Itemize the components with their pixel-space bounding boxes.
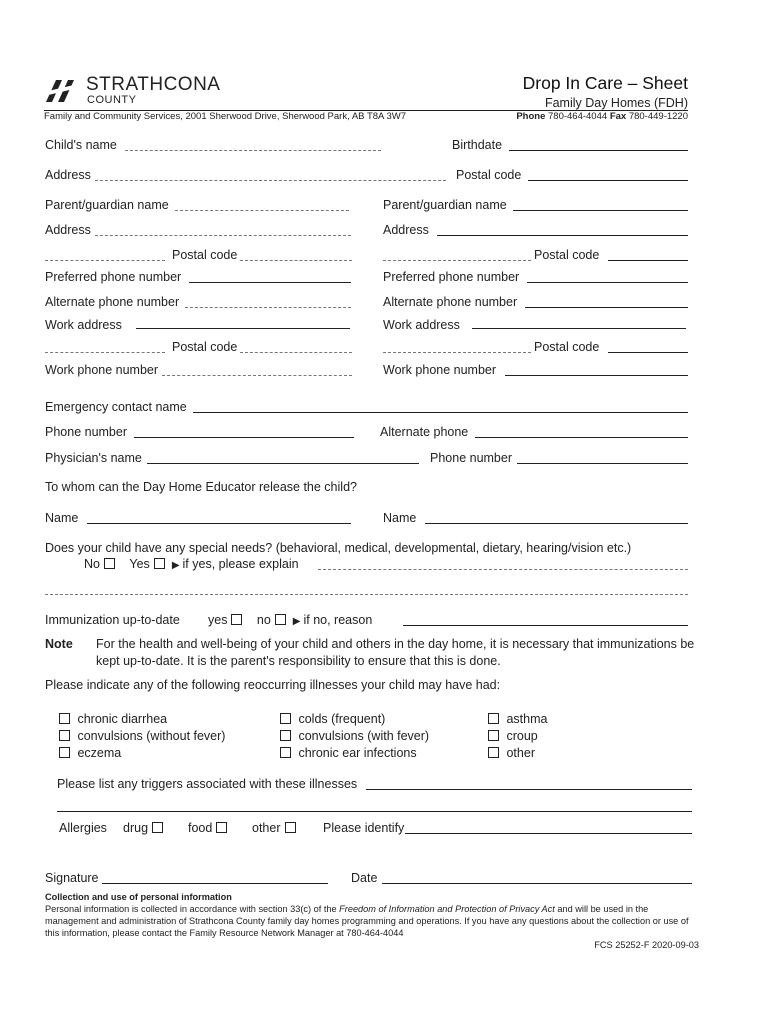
phone-number-field[interactable] (134, 437, 354, 438)
date-field[interactable] (382, 883, 692, 884)
parent1-address-field-2[interactable] (45, 260, 165, 261)
childs-name-label: Child's name (45, 138, 117, 152)
logo-sub: COUNTY (87, 94, 137, 106)
please-identify-field[interactable] (405, 833, 692, 834)
parent2-preferred-phone-field[interactable] (527, 282, 688, 283)
parent1-work-address-field[interactable] (136, 328, 350, 329)
illness-prompt: Please indicate any of the following reoccurring illnesses your child may have had: (45, 678, 501, 692)
immunization-no-checkbox[interactable] (275, 614, 286, 625)
address-field[interactable] (95, 180, 446, 181)
illness-checkbox[interactable] (488, 713, 499, 724)
note-label: Note (45, 637, 73, 651)
arrow-right-icon: ▶ (171, 560, 180, 571)
parent1-work-address-label: Work address (45, 318, 122, 332)
phone-number-label: Phone number (45, 425, 128, 439)
page-title: Drop In Care – Sheet (522, 73, 688, 93)
illness-checkbox[interactable] (280, 713, 291, 724)
illness-column-1 (55, 711, 225, 762)
special-needs-explain-field[interactable] (318, 569, 688, 570)
release-name-label-1: Name (45, 511, 79, 525)
postal-code-label: Postal code (456, 168, 522, 182)
parent2-work-postal-label: Postal code (534, 340, 600, 354)
immunization-reason-field[interactable] (403, 625, 688, 626)
illness-item[interactable]: chronic diarrhea (55, 711, 225, 728)
allergy-other-checkbox[interactable] (285, 822, 296, 833)
illness-item[interactable]: croup (484, 728, 547, 745)
parent1-address-field[interactable] (95, 235, 351, 236)
release-question: To whom can the Day Home Educator release the child? (45, 480, 357, 494)
triggers-field[interactable] (366, 789, 692, 790)
parent1-alternate-phone-field[interactable] (185, 307, 351, 308)
parent1-postal-label: Postal code (172, 248, 238, 262)
allergies-label: Allergies (59, 821, 107, 835)
allergy-food-checkbox[interactable] (216, 822, 227, 833)
illness-checkbox[interactable] (59, 713, 70, 724)
contact-phone-fax: Phone 780-464-4044 Fax 780-449-1220 (516, 111, 688, 122)
special-needs-explain-field-2[interactable] (45, 594, 688, 595)
allergy-food-option: food (188, 821, 231, 835)
physician-phone-label: Phone number (430, 451, 513, 465)
signature-field[interactable] (102, 883, 328, 884)
special-needs-question: Does your child have any special needs? (behavioral, medical, developmental, dietary, hearing/vision etc.) (45, 541, 632, 555)
illness-item[interactable]: convulsions (without fever) (55, 728, 225, 745)
form-code: FCS 25252-F 2020-09-03 (594, 940, 699, 950)
release-name-field-2[interactable] (425, 523, 688, 524)
parent1-name-label: Parent/guardian name (45, 198, 169, 212)
privacy-text: Personal information is collected in accordance with section 33(c) of the Freedom of Information and Protection of Privacy Act and will be used in the management and administration of Strathcona County family day homes programming and operations. If you have any questions about the collection or use of this information, please contact the Family Resource Network Manager at 780-464-4044 (45, 904, 689, 938)
parent2-work-postal-field[interactable] (608, 352, 688, 353)
illness-item[interactable]: eczema (55, 745, 225, 762)
strathcona-logo-icon (44, 76, 80, 104)
parent1-work-postal-label: Postal code (172, 340, 238, 354)
parent2-work-address-field-2[interactable] (383, 352, 531, 353)
parent1-preferred-phone-field[interactable] (189, 282, 351, 283)
triggers-prompt: Please list any triggers associated with these illnesses (57, 777, 358, 791)
parent2-postal-label: Postal code (534, 248, 600, 262)
parent2-work-phone-field[interactable] (505, 375, 688, 376)
parent2-alternate-phone-label: Alternate phone number (383, 295, 518, 309)
special-needs-yes-checkbox[interactable] (154, 558, 165, 569)
parent2-work-phone-label: Work phone number (383, 363, 497, 377)
illness-item[interactable]: chronic ear infections (276, 745, 429, 762)
parent1-preferred-phone-label: Preferred phone number (45, 270, 182, 284)
physicians-name-label: Physician's name (45, 451, 142, 465)
illness-checkbox[interactable] (280, 730, 291, 741)
release-name-field-1[interactable] (87, 523, 351, 524)
illness-checkbox[interactable] (488, 730, 499, 741)
emergency-contact-label: Emergency contact name (45, 400, 187, 414)
postal-code-field[interactable] (528, 180, 688, 181)
parent2-address-label: Address (383, 223, 429, 237)
note-text: For the health and well-being of your child and others in the day home, it is necessary that immunizations be kept up-to-date. It is the parent's responsibility to ensure that this is done. (96, 637, 695, 668)
parent1-alternate-phone-label: Alternate phone number (45, 295, 180, 309)
physicians-name-field[interactable] (147, 463, 419, 464)
address-label: Address (45, 168, 91, 182)
parent2-address-field[interactable] (437, 235, 688, 236)
parent2-work-address-label: Work address (383, 318, 460, 332)
parent2-postal-field[interactable] (608, 260, 688, 261)
page-subtitle: Family Day Homes (FDH) (544, 96, 688, 110)
logo-name: STRATHCONA (86, 74, 221, 95)
parent2-address-field-2[interactable] (383, 260, 531, 261)
triggers-field-2[interactable] (57, 811, 692, 812)
allergy-drug-option: drug (123, 821, 167, 835)
signature-label: Signature (45, 871, 99, 885)
physician-phone-field[interactable] (517, 463, 688, 464)
date-label: Date (351, 871, 378, 885)
immunization-options: yes no ▶ if no, reason (208, 613, 373, 627)
alternate-phone-label: Alternate phone (380, 425, 469, 439)
birthdate-field[interactable] (509, 150, 688, 151)
illness-item[interactable]: other (484, 745, 547, 762)
emergency-contact-field[interactable] (193, 412, 688, 413)
parent2-name-field[interactable] (513, 210, 688, 211)
illness-checkbox[interactable] (59, 747, 70, 758)
illness-item[interactable]: colds (frequent) (276, 711, 429, 728)
parent2-name-label: Parent/guardian name (383, 198, 507, 212)
immunization-yes-checkbox[interactable] (231, 614, 242, 625)
illness-checkbox[interactable] (280, 747, 291, 758)
parent1-work-address-field-2[interactable] (45, 352, 165, 353)
special-needs-options: No Yes ▶ if yes, please explain (84, 557, 299, 571)
parent2-work-address-field[interactable] (472, 328, 686, 329)
parent2-alternate-phone-field[interactable] (525, 307, 688, 308)
privacy-heading: Collection and use of personal information (45, 892, 232, 902)
immunization-label: Immunization up-to-date (45, 613, 180, 627)
illness-column-3 (484, 711, 547, 762)
illness-item[interactable]: asthma (484, 711, 547, 728)
parent2-preferred-phone-label: Preferred phone number (383, 270, 520, 284)
parent1-postal-field[interactable] (240, 260, 352, 261)
arrow-right-icon: ▶ (292, 616, 301, 627)
parent1-address-label: Address (45, 223, 91, 237)
illness-column-2 (276, 711, 429, 762)
parent1-work-phone-label: Work phone number (45, 363, 159, 377)
organization-address: Family and Community Services, 2001 Sherwood Drive, Sherwood Park, AB T8A 3W7 (44, 111, 407, 122)
illness-checkbox[interactable] (488, 747, 499, 758)
birthdate-label: Birthdate (452, 138, 503, 152)
illness-checkbox[interactable] (59, 730, 70, 741)
illness-item[interactable]: convulsions (with fever) (276, 728, 429, 745)
please-identify-label: Please identify (323, 821, 405, 835)
release-name-label-2: Name (383, 511, 417, 525)
childs-name-field[interactable] (125, 150, 381, 151)
parent1-name-field[interactable] (175, 210, 349, 211)
allergy-drug-checkbox[interactable] (152, 822, 163, 833)
alternate-phone-field[interactable] (475, 437, 688, 438)
allergy-other-option: other (252, 821, 300, 835)
parent1-work-postal-field[interactable] (240, 352, 352, 353)
special-needs-no-checkbox[interactable] (104, 558, 115, 569)
parent1-work-phone-field[interactable] (162, 375, 352, 376)
